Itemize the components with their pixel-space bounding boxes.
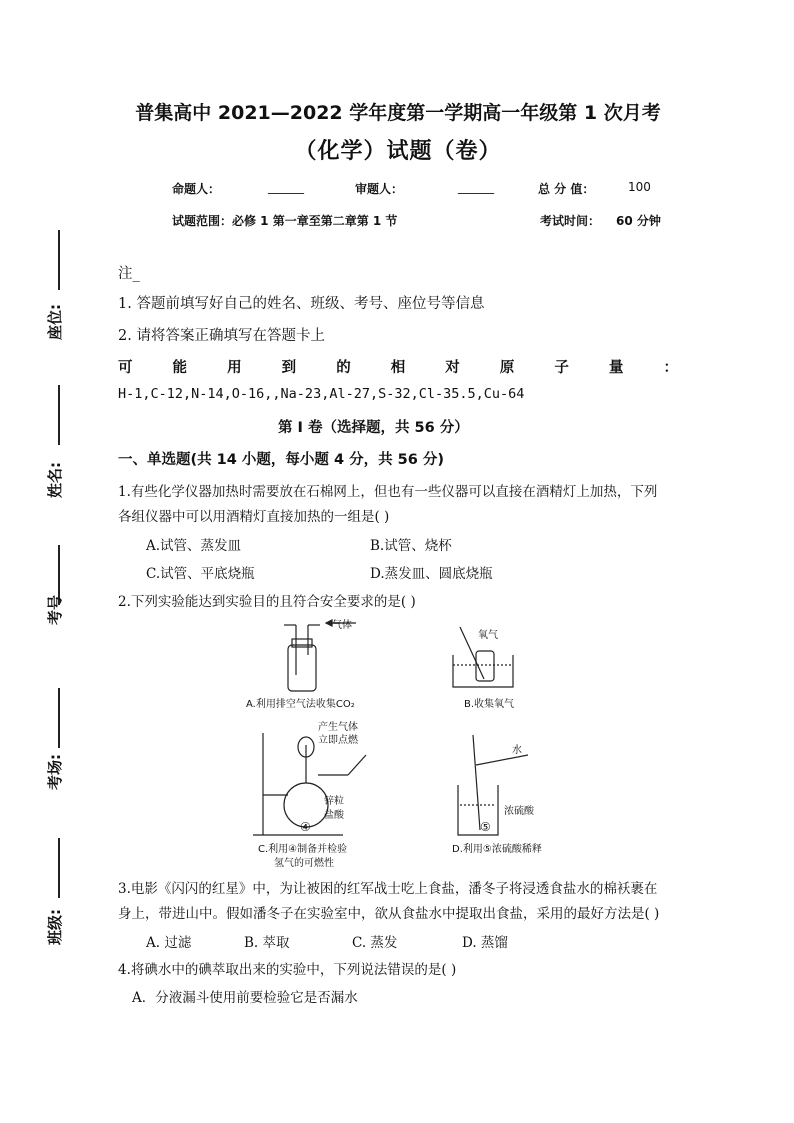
seat-line	[58, 230, 60, 290]
fig-d-caption: D.利用⑤浓硫酸稀释	[452, 844, 542, 855]
q4-option-a: A．分液漏斗使用前要检验它是否漏水	[132, 990, 358, 1006]
name-label: 姓名:	[46, 462, 64, 498]
heading-char: 用	[227, 359, 242, 376]
heading-char: 原	[499, 359, 515, 376]
fig-c-caption-2: 氢气的可燃性	[274, 858, 334, 869]
fig-a-caption: A.利用排空气法收集CO₂	[246, 699, 355, 710]
name-line	[58, 385, 60, 445]
fig-d-number: ⑤	[480, 820, 491, 834]
q1-line1: 1.有些化学仪器加热时需要放在石棉网上，但也有一些仪器可以直接在酒精灯上加热，下列	[118, 484, 658, 500]
q1-option-a: A.试管、蒸发皿	[146, 538, 242, 554]
class-line	[58, 838, 60, 898]
fig-c-label-acid: 盐酸	[324, 810, 344, 821]
fig-c-label-zinc: 锌粒	[324, 796, 344, 807]
note-item-2: 2. 请将答案正确填写在答题卡上	[118, 328, 325, 344]
exam-title: 普集高中 2021—2022 学年度第一学期高一年级第 1 次月考	[135, 102, 661, 124]
heading-char: 可	[118, 359, 133, 376]
q4-stem: 4.将碘水中的碘萃取出来的实验中，下列说法错误的是( )	[118, 962, 457, 978]
fig-c-label-gas: 产生气体	[318, 722, 358, 733]
q3-line2: 身上，带进山中。假如潘冬子在实验室中，欲从食盐水中提取出食盐，采用的最好方法是( )	[118, 906, 660, 922]
fig-c-number: ④	[300, 820, 311, 834]
heading-char: 子	[554, 359, 569, 376]
setter-blank: ______	[268, 180, 304, 194]
heading-char: 能	[172, 359, 188, 376]
exam-room-line	[58, 688, 60, 748]
heading-char: ：	[663, 359, 678, 376]
atomic-mass-heading	[118, 356, 678, 377]
total-label: 总 分 值：	[538, 182, 595, 196]
exam-number-label: 考号	[46, 594, 64, 625]
exam-subtitle: （化学）试题（卷）	[294, 139, 502, 164]
exam-room-label: 考场:	[46, 754, 64, 790]
fig-d-label-acid: 浓硫酸	[504, 806, 534, 817]
q3-option-d: D. 蒸馏	[462, 935, 508, 951]
q3-option-b: B. 萃取	[244, 935, 290, 951]
part1-title: 第 I 卷（选择题，共 56 分）	[278, 420, 469, 436]
q3-option-c: C. 蒸发	[352, 935, 398, 951]
setter-label: 命题人：	[172, 182, 221, 196]
q3-option-a: A. 过滤	[146, 935, 192, 951]
note-item-1: 1. 答题前填写好自己的姓名、班级、考号、座位号等信息	[118, 296, 485, 312]
fig-d-label-water: 水	[512, 745, 522, 756]
exam-scope: 试题范围：必修 1 第一章至第二章第 1 节	[172, 214, 398, 228]
binding-sidebar	[0, 0, 90, 1123]
total-value: 100	[628, 180, 651, 194]
heading-char: 相	[390, 359, 406, 376]
seat-label: 座位:	[46, 304, 64, 340]
notes-heading: 注_	[118, 266, 140, 282]
class-label: 班级:	[46, 909, 64, 945]
fig-b-oxygen-label: 氧气	[478, 630, 498, 641]
q1-option-b: B.试管、烧杯	[370, 538, 452, 554]
q1-option-c: C.试管、平底烧瓶	[146, 566, 255, 582]
section-title: 一、单选题(共 14 小题，每小题 4 分，共 56 分)	[118, 452, 444, 468]
q1-option-d: D.蒸发皿、圆底烧瓶	[370, 566, 493, 582]
q1-line2: 各组仪器中可以用酒精灯直接加热的一组是( )	[118, 509, 390, 525]
heading-char: 的	[336, 359, 351, 376]
q3-line1: 3.电影《闪闪的红星》中，为让被困的红军战士吃上食盐，潘冬子将浸透食盐水的棉袄裹在	[118, 881, 658, 897]
heading-char: 量	[608, 359, 624, 376]
q2-stem: 2.下列实验能达到实验目的且符合安全要求的是( )	[118, 594, 416, 610]
atomic-masses: H-1,C-12,N-14,O-16,,Na-23,Al-27,S-32,Cl-35.5,Cu-64	[118, 386, 525, 402]
heading-char: 对	[445, 359, 460, 376]
heading-char: 到	[281, 359, 297, 376]
reviewer-label: 审题人：	[355, 182, 404, 196]
q2-figure	[248, 615, 548, 855]
fig-c-label-ignite: 立即点燃	[318, 735, 358, 746]
time-value: 60 分钟	[616, 214, 661, 228]
fig-a-gas-label: 气体	[332, 620, 352, 631]
fig-b-caption: B.收集氧气	[464, 699, 515, 710]
time-label: 考试时间：	[540, 214, 601, 228]
reviewer-blank: ______	[458, 180, 494, 194]
fig-c-caption-1: C.利用④制备并检验	[258, 844, 348, 855]
